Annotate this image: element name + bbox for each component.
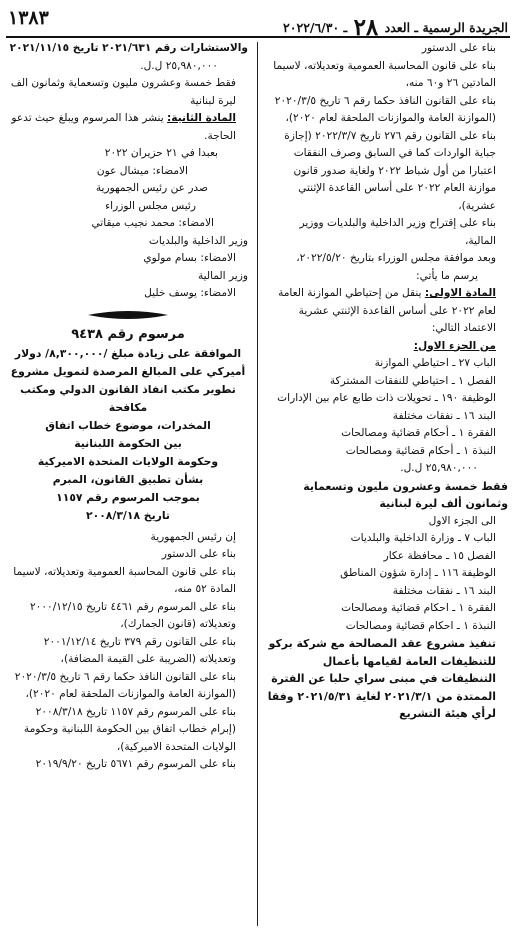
paragraph: يرسم ما يأتي: bbox=[416, 269, 478, 282]
budget-line: البند ١٦ ـ نفقات مختلفة bbox=[392, 409, 496, 422]
column-divider bbox=[257, 42, 258, 926]
amount: ٢٥,٩٨٠,٠٠٠ ل.ل. bbox=[400, 462, 478, 474]
budget-line: الباب ٢٧ ـ احتياطي الموازنة bbox=[374, 357, 496, 369]
budget-line: الوظيفة ١١٦ ـ إدارة شؤون المناطق bbox=[340, 567, 496, 579]
paragraph: بناء على الدستور bbox=[161, 548, 236, 560]
budget-line: البند ١٦ ـ نفقات مختلفة bbox=[392, 584, 496, 597]
subject-line: بموجب المرسوم رقم ١١٥٧ bbox=[56, 490, 200, 504]
article-label: المادة الاولى: bbox=[424, 287, 496, 299]
article-one bbox=[266, 285, 508, 338]
issued-by: صدر عن رئيس الجمهورية bbox=[95, 182, 208, 194]
budget-line: الفصل ١٥ ـ محافظة عكار bbox=[383, 549, 496, 562]
amount: ٢٥,٩٨٠,٠٠٠ ل.ل. bbox=[140, 59, 218, 72]
divider-ornament-icon bbox=[88, 309, 168, 321]
paragraph: بناء على الدستور bbox=[421, 42, 496, 54]
budget-line: الفصل ١ ـ احتياطي للنفقات المشتركة bbox=[329, 374, 496, 387]
paragraph: والاستشارات رقم ٢٠٢١/٦٣١ تاريخ ٢٠٢١/١١/١٥ bbox=[9, 42, 248, 54]
issue-number: ٢٨ bbox=[353, 14, 379, 41]
subject-line: المخدرات، موضوع خطاب اتفاق bbox=[45, 418, 211, 432]
subject-line: بين الحكومة اللبنانية bbox=[74, 436, 182, 450]
right-column bbox=[266, 40, 508, 723]
subject-line: وحكومة الولايات المتحدة الاميركية bbox=[37, 454, 219, 468]
decree-title: مرسوم رقم ٩٤٣٨ bbox=[71, 326, 185, 342]
subject-line: أميركي على المبالغ المرصدة لتمويل مشروع bbox=[10, 364, 246, 378]
article-text: ينشر هذا المرسوم ويبلغ حيث تدعو الحاجة. bbox=[11, 112, 236, 142]
signatory-title: رئيس مجلس الوزراء bbox=[105, 199, 196, 212]
budget-line: الفقرة ١ ـ احكام قضائية ومصالحات bbox=[341, 602, 496, 614]
purpose-paragraph: تنفيذ مشروع عقد المصالحة مع شركة بركو للتنظيفات العامة لقيامها بأعمال التنظيفات في مبنى سراي حلبا عن الفترة الممتدة من ٢٠٢١/٣/١ لغاية ٢٠٢١/٥/٣١ وفقا لرأي هيئة التشريع bbox=[267, 637, 496, 720]
signature: الامضاء: ميشال عون bbox=[96, 164, 188, 177]
subject-line: تطوير مكتب انفاذ القانون الدولي ومكتب مكافحة bbox=[20, 382, 236, 414]
budget-line: النبذة ١ ـ أحكام قضائية ومصالحات bbox=[345, 444, 496, 457]
paragraph: بناء على المرسوم رقم ١١٥٧ تاريخ ٢٠٠٨/٣/١٨ (إبرام خطاب اتفاق بين الحكومة اللبنانية وحكومة الولايات المتحدة الاميركية)، bbox=[23, 705, 236, 753]
budget-line: الفقرة ١ ـ أحكام قضائية ومصالحات bbox=[341, 427, 496, 439]
budget-line: الوظيفة ١٩٠ ـ تحويلات ذات طابع عام بين الإدارات bbox=[277, 392, 496, 404]
budget-line: النبذة ١ ـ احكام قضائية ومصالحات bbox=[345, 619, 496, 632]
paragraph: بناء على قانون المحاسبة العمومية وتعديلاته، لاسيما المادة ٥٢ منه، bbox=[13, 565, 236, 595]
subject-line: تاريخ ٢٠٠٨/٣/١٨ bbox=[86, 508, 170, 522]
paragraph: بناء على القانون رقم ٣٧٩ تاريخ ٢٠٠١/١٢/١٤ وتعديلاته (الضريبة على القيمة المضافة)، bbox=[43, 635, 236, 665]
signature: الامضاء: محمد نجيب ميقاتي bbox=[91, 217, 214, 229]
header-journal: الجريدة الرسمية ـ العدد ٢٨ ـ ٢٠٢٢/٦/٣٠ bbox=[283, 14, 508, 41]
signatory-title: وزير المالية bbox=[197, 269, 248, 282]
section-heading: من الجزء الاول: bbox=[413, 339, 496, 352]
paragraph: بناء على المرسوم رقم ٥٦٧١ تاريخ ٢٠١٩/٩/٢٠ bbox=[35, 758, 236, 770]
section-divider bbox=[8, 309, 248, 321]
issue-date: ٢٠٢٢/٦/٣٠ bbox=[283, 20, 340, 35]
signature: الامضاء: يوسف خليل bbox=[144, 287, 236, 299]
article-text: ينقل من إحتياطي الموازنة العامة لعام ٢٠٢٢ على أساس القاعدة الإثنتي عشرية الاعتماد التالي: bbox=[278, 287, 496, 334]
subject-line: الموافقة على زيادة مبلغ /٨,٣٠٠,٠٠٠/ دولار bbox=[14, 346, 242, 360]
journal-name: الجريدة الرسمية ـ العدد bbox=[384, 20, 508, 35]
paragraph: وبعد موافقة مجلس الوزراء بتاريخ ٢٠٢٢/٥/٢٠، bbox=[296, 252, 496, 264]
signatory-title: وزير الداخلية والبلديات bbox=[148, 234, 248, 247]
signature: الامضاء: بسام مولوي bbox=[143, 252, 236, 264]
paragraph: بناء على إقتراح وزير الداخلية والبلديات ووزير المالية، bbox=[299, 217, 496, 247]
budget-line: الباب ٧ ـ وزارة الداخلية والبلديات bbox=[350, 532, 496, 544]
paragraph: بناء على القانون رقم ٢٧٦ تاريخ ٢٠٢٢/٣/٧ (إجازة جباية الواردات كما في السابق وصرف النفقات اعتبارا من أول شباط ٢٠٢٢ ولغاية صدور قانون موازنة العام ٢٠٢٢ على أساس القاعدة الإثنتي عشرية)، bbox=[284, 129, 496, 212]
amount-in-words: فقط خمسة وعشرون مليون وتسعماية وثمانون الف ليرة لبنانية bbox=[10, 77, 236, 107]
amount-in-words: فقط خمسة وعشرون مليون وتسعماية وثمانون ألف ليرة لبنانية bbox=[303, 479, 508, 510]
paragraph: بناء على القانون النافذ حكما رقم ٦ تاريخ ٢٠٢٠/٣/٥ (الموازنة العامة والموازنات الملحقة لعام ٢٠٢٠)، bbox=[274, 94, 496, 124]
page-number: ١٣٨٣ bbox=[8, 7, 49, 29]
paragraph: إن رئيس الجمهورية bbox=[150, 530, 236, 543]
paragraph: بناء على قانون المحاسبة العمومية وتعديلاته، لاسيما المادتين ٢٦ و٦٠ منه، bbox=[273, 59, 496, 89]
subject-line: بشأن تطبيق القانون، المبرم bbox=[52, 472, 204, 486]
decree-subject bbox=[8, 345, 248, 525]
paragraph: بناء على المرسوم رقم ٤٤٦١ تاريخ ٢٠٠٠/١٢/١٥ وتعديلاته (قانون الجمارك)، bbox=[29, 600, 236, 630]
page-header bbox=[6, 2, 510, 41]
section-heading: الى الجزء الاول bbox=[428, 514, 496, 527]
paragraph: بناء على القانون النافذ حكما رقم ٦ تاريخ ٢٠٢٠/٣/٥ (الموازنة العامة والموازنات الملحقة لعام ٢٠٢٠)، bbox=[14, 670, 236, 700]
article-label: المادة الثانية: bbox=[167, 112, 236, 124]
left-column bbox=[8, 40, 248, 774]
signing-place-date: بعبدا في ٢١ حزيران ٢٠٢٢ bbox=[104, 147, 218, 159]
article-two bbox=[8, 110, 248, 145]
